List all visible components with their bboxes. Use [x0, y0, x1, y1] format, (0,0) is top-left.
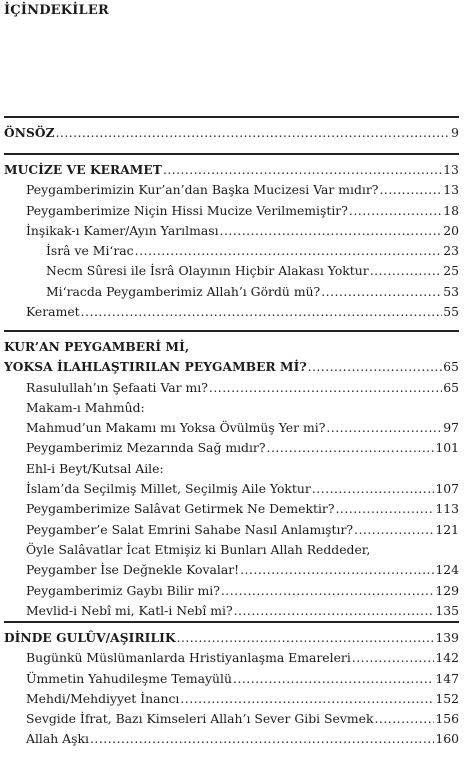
dot-leader	[180, 689, 434, 709]
toc-entry-page-number: 65	[443, 360, 459, 375]
toc-entry-page-number: 25	[443, 263, 459, 279]
toc-entry-title: Mehdi/Mehdiyyet İnancı	[26, 690, 180, 706]
toc-entry-page-number: 18	[443, 202, 459, 218]
dot-leader	[56, 123, 451, 143]
toc-entry-page-number: 65	[443, 379, 459, 395]
toc-entry-page-number: 23	[443, 243, 459, 259]
dot-leader	[234, 601, 435, 621]
toc-entry-title: Ümmetin Yahudileşme Temayülü	[26, 670, 232, 686]
toc-entry	[4, 180, 459, 200]
dot-leader	[240, 560, 434, 580]
toc-section	[4, 621, 459, 750]
toc-section	[4, 330, 459, 621]
page-title: İÇİNDEKİLER	[4, 3, 110, 18]
toc-entry-page-number: 147	[435, 670, 459, 686]
toc-section	[4, 153, 459, 322]
toc-entry-page-number: 135	[435, 602, 459, 618]
toc-entry-title: Peygamberimiz Gaybı Bilir mi?	[26, 582, 220, 598]
toc-entry-page-number: 20	[443, 222, 459, 238]
toc-heading	[4, 160, 459, 180]
toc-entry	[4, 479, 459, 499]
toc-entry-page-number: 124	[435, 562, 459, 578]
toc-entry	[4, 669, 459, 689]
dot-leader	[81, 302, 443, 322]
toc-entry-title: YOKSA İLAHLAŞTIRILAN PEYGAMBER Mİ?	[4, 360, 307, 375]
toc-entry-page-number: 113	[435, 501, 459, 517]
toc-entry-page-number: 9	[451, 126, 459, 140]
dot-leader	[352, 648, 435, 668]
dot-leader	[326, 418, 442, 438]
toc-heading	[4, 628, 459, 648]
dot-leader	[354, 520, 434, 540]
toc-heading	[4, 357, 459, 377]
toc-entry-page-number: 101	[435, 440, 459, 456]
dot-leader	[221, 581, 435, 601]
toc-entry	[4, 201, 459, 221]
toc-entry-page-number: 13	[443, 182, 459, 198]
toc-entry-title: Mahmud’un Makamı mı Yoksa Övülmüş Yer mi?	[26, 420, 326, 436]
toc-entry	[4, 499, 459, 519]
dot-leader	[267, 438, 435, 458]
toc-entry-page-number: 152	[435, 690, 459, 706]
toc-entry	[4, 241, 459, 261]
toc-entry-title: Sevgide İfrat, Bazı Kimseleri Allah’ı Sever Gibi Sevmek	[26, 711, 374, 727]
toc-entry	[4, 601, 459, 621]
dot-leader	[209, 378, 442, 398]
toc-entry-page-number: 121	[435, 521, 459, 537]
toc-entry-title: Peygamber İse Değnekle Kovalar!	[26, 562, 240, 578]
toc-entry-title: Allah Aşkı	[26, 731, 89, 747]
toc-entry-title: İsrâ ve Mi‘rac	[46, 243, 134, 259]
toc-entry-page-number: 53	[443, 283, 459, 299]
dot-leader	[177, 628, 435, 648]
dot-leader	[90, 729, 434, 749]
toc-entry-page-number: 13	[443, 163, 459, 177]
toc-entry-page-number: 139	[435, 631, 459, 645]
dot-leader	[312, 479, 435, 499]
toc-entry-title: Keramet	[26, 304, 80, 320]
toc-entry	[4, 648, 459, 668]
section-divider	[4, 116, 459, 118]
dot-leader	[349, 201, 442, 221]
toc-entry	[4, 438, 459, 458]
toc-entry	[4, 581, 459, 601]
toc-entry-page-number: 142	[435, 650, 459, 666]
toc-entry-title: MUCİZE VE KERAMET	[4, 163, 162, 177]
toc-entry-title: Bugünkü Müslümanlarda Hristiyanlaşma Emareleri	[26, 650, 351, 666]
toc-entry-title: Mevlid-i Nebî mi, Katl-i Nebî mi?	[26, 602, 233, 618]
toc-entry-page-number: 107	[435, 481, 459, 497]
toc-entry	[4, 459, 459, 479]
toc-entry-page-number: 97	[443, 420, 459, 436]
toc-entry-page-number: 129	[435, 582, 459, 598]
dot-leader	[374, 709, 434, 729]
toc-section	[4, 116, 459, 143]
toc-entry-title: Peygamberimizin Kur’an’dan Başka Mucizesi Var mıdır?	[26, 182, 379, 198]
toc-entry-title: KUR’AN PEYGAMBERİ Mİ,	[4, 340, 190, 354]
toc-entry-title: Peygamberimize Niçin Hissi Mucize Verilmemiştir?	[26, 202, 348, 218]
toc-entry	[4, 302, 459, 322]
dot-leader	[220, 221, 443, 241]
section-divider	[4, 621, 459, 623]
toc-entry-title: Mi‘racda Peygamberimiz Allah’ı Gördü mü?	[46, 283, 321, 299]
toc-entry-title: Necm Sûresi ile İsrâ Olayının Hiçbir Alakası Yoktur	[46, 263, 369, 279]
toc-entry-title: DİNDE GULÛV/AŞIRILIK	[4, 631, 176, 645]
toc-entry-title: Rasulullah’ın Şefaati Var mı?	[26, 379, 208, 395]
dot-leader	[379, 180, 442, 200]
dot-leader	[308, 357, 443, 377]
toc-entry	[4, 398, 459, 418]
toc-entry-title: Peygamberimize Salâvat Getirmek Ne Demektir?	[26, 501, 335, 517]
toc-entry	[4, 221, 459, 241]
dot-leader	[135, 241, 443, 261]
toc-entry	[4, 520, 459, 540]
toc-entry-page-number: 156	[435, 711, 459, 727]
section-divider	[4, 153, 459, 155]
toc-entry-title: İnşikak-ı Kamer/Ayın Yarılması	[26, 222, 219, 238]
section-divider	[4, 330, 459, 332]
toc-entry-title: Makam-ı Mahmûd:	[26, 399, 145, 415]
toc-entry	[4, 378, 459, 398]
toc-entry	[4, 729, 459, 749]
dot-leader	[370, 261, 443, 281]
toc-entry	[4, 689, 459, 709]
dot-leader	[163, 160, 442, 180]
dot-leader	[321, 282, 442, 302]
toc-entry	[4, 261, 459, 281]
toc-entry-title: Öyle Salâvatlar İcat Etmişiz ki Bunları Allah Reddeder,	[26, 541, 371, 557]
toc-entry	[4, 560, 459, 580]
toc-entry-title: Ehl-i Beyt/Kutsal Aile:	[26, 460, 164, 476]
toc-entry-title: ÖNSÖZ	[4, 126, 55, 140]
toc-heading	[4, 337, 459, 357]
toc-entry	[4, 540, 459, 560]
toc-entry	[4, 709, 459, 729]
toc-entry-page-number: 160	[435, 731, 459, 747]
dot-leader	[335, 499, 434, 519]
toc-entry	[4, 282, 459, 302]
toc-entry-title: Peygamberimiz Mezarında Sağ mıdır?	[26, 440, 266, 456]
toc-entry-page-number: 55	[443, 304, 459, 320]
toc-entry-title: İslam’da Seçilmiş Millet, Seçilmiş Aile Yoktur	[26, 481, 311, 497]
toc-heading	[4, 123, 459, 143]
dot-leader	[233, 669, 434, 689]
toc-entry	[4, 418, 459, 438]
toc-entry-title: Peygamber’e Salat Emrini Sahabe Nasıl Anlamıştır?	[26, 521, 354, 537]
